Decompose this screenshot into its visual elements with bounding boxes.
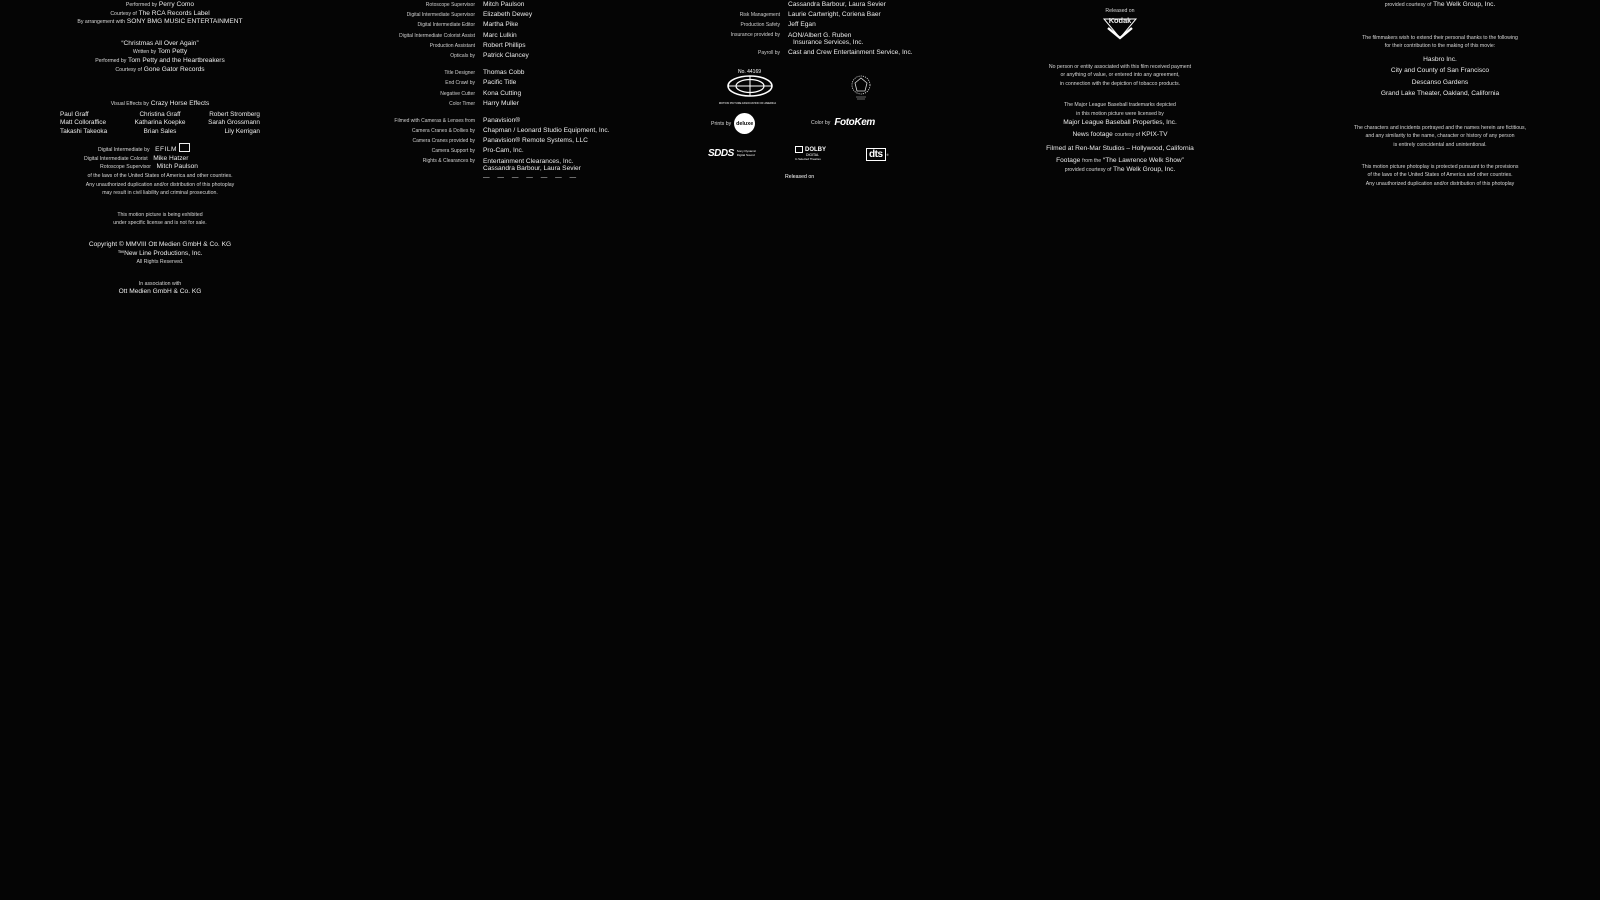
vfx-crew-name: Robert Stromberg (209, 110, 260, 118)
copyright-line: All Rights Reserved. (136, 259, 184, 266)
credit-role: Camera Support by (431, 148, 475, 155)
credit-row-rights: Rights & Clearances by Entertainment Clearances, Inc. Cassandra Barbour, Laura Sevier (422, 157, 581, 173)
credits-column-4 (1010, 7, 1230, 175)
credit-row (370, 79, 630, 89)
credit-row (370, 69, 630, 79)
legal-line: may result in civil liability and criminal prosecution. (102, 190, 218, 197)
legal-line: of the laws of the United States of America and other countries. (87, 173, 233, 180)
tobacco-disclaimer: or anything of value, or entered into any agreement, (1060, 72, 1180, 79)
vfx-crew-name: Christina Graff (139, 110, 181, 118)
credit-name: Thomas Cobb (483, 69, 525, 77)
thanks-intro: for their contribution to the making of this movie: (1384, 43, 1496, 50)
efilm-icon (179, 143, 190, 152)
thanks-item: Hasbro Inc. (1423, 55, 1457, 63)
vfx-crew-name: Brian Sales (143, 127, 177, 135)
credit-role: Digital Intermediate Editor (417, 22, 475, 29)
credit-courtesy-rca: Courtesy of The RCA Records Label (110, 9, 210, 17)
vfx-crew-name: Katharina Koepke (134, 119, 186, 127)
credit-name: Panavision® (483, 116, 521, 124)
filmed-at-credit: Filmed at Ren-Mar Studios – Hollywood, California (1046, 144, 1194, 152)
credit-written-by: Written by Tom Petty (132, 48, 188, 56)
credits-column-5 (1315, 1, 1565, 188)
credit-row-insurance: Insurance provided by AON/Albert G. Ruben Insurance Services, Inc. (730, 31, 864, 47)
credit-role: End Crawl by (445, 80, 475, 87)
released-on-label: Released on (785, 174, 815, 180)
mlb-notice: Major League Baseball Properties, Inc. (1063, 118, 1177, 126)
credit-name: Jeff Egan (788, 21, 816, 29)
credit-group-safety (690, 11, 940, 31)
credit-row (690, 11, 940, 21)
thanks-intro: The filmmakers wish to extend their personal thanks to the following (1362, 34, 1518, 41)
credit-role: Title Designer (444, 70, 475, 77)
credit-row (370, 137, 630, 147)
association-label: In association with (138, 280, 182, 287)
credit-role: Production Assistant (429, 42, 475, 49)
credit-name: Panavision® Remote Systems, LLC (483, 137, 588, 145)
credit-row (370, 127, 630, 137)
vfx-crew-name: Matt Colloraffice (60, 119, 107, 127)
credit-digital-intermediate: Digital Intermediate by EFILM (60, 143, 260, 155)
credit-name: Pacific Title (483, 79, 517, 87)
credit-name: Patrick Clancey (483, 51, 529, 59)
vfx-crew-name: Paul Graff (60, 110, 89, 118)
credit-name: Mitch Paulson (483, 1, 525, 8)
copyright-protection: of the laws of the United States of America and other countries. (1367, 172, 1513, 179)
credit-role: Rotoscope Supervisor (425, 2, 475, 8)
credit-role: Digital Intermediate Colorist Assist (399, 32, 475, 39)
credit-name: Robert Phillips (483, 41, 526, 49)
credit-name: Marc Lulkin (483, 31, 517, 39)
tobacco-disclaimer: No person or entity associated with this film received payment (1048, 63, 1192, 70)
credit-name: Laurie Cartwright, Coriena Baer (788, 11, 881, 19)
song-title: “Christmas All Over Again” (121, 39, 199, 47)
credit-row-cutoff: — — — — — — — (483, 173, 580, 180)
credit-row (370, 32, 630, 42)
exhibit-notice: This motion picture is being exhibited (117, 211, 203, 218)
thanks-item: City and County of San Francisco (1390, 67, 1490, 75)
vfx-crew-name: Takashi Takeoka (60, 127, 108, 135)
credits-column-1 (60, 1, 260, 297)
legal-line: Any unauthorized duplication and/or distribution of this photoplay (85, 181, 235, 188)
credit-name: Pro-Cam, Inc. (483, 147, 524, 155)
fiction-disclaimer: is entirely coincidental and unintentional. (1393, 141, 1487, 148)
credit-role: Digital Intermediate Supervisor (406, 12, 475, 19)
efilm-logo: EFILM (155, 146, 178, 154)
credit-row-clearances-cont: Cassandra Barbour, Laura Sevier (788, 1, 886, 8)
credit-row-payroll: Payroll by Cast and Crew Entertainment Service, Inc. (758, 48, 913, 56)
copyright-protection: This motion picture photoplay is protected pursuant to the provisions (1361, 163, 1519, 170)
credit-group-titles (370, 69, 630, 110)
union-seal-icon (848, 73, 874, 106)
credit-name: Harry Muller (483, 99, 519, 107)
tobacco-disclaimer: in connection with the depiction of tobacco products. (1059, 80, 1181, 87)
fotokem-credit: Color by FotoKem (811, 117, 875, 128)
thanks-item: Grand Lake Theater, Oakland, California (1380, 90, 1500, 98)
news-footage-credit: News footage courtesy of KPIX-TV (1072, 131, 1168, 139)
credit-role: Opticals by (450, 52, 475, 59)
kodak-logo: Kodak (1010, 16, 1230, 45)
mlb-notice: in this motion picture were licensed by (1076, 110, 1164, 117)
credit-row (370, 42, 630, 52)
credits-column-3 (690, 1, 940, 59)
credit-role: Color Timer (449, 100, 475, 107)
mpaa-seal-icon (725, 75, 775, 97)
credit-row (370, 1, 630, 11)
vfx-crew-list (60, 111, 260, 137)
credit-courtesy-gone-gator: Courtesy of Gone Gator Records (115, 65, 205, 73)
footage-courtesy: provided courtesy of The Welk Group, Inc. (1064, 165, 1176, 173)
vfx-crew-name: Lily Kerrigan (224, 127, 260, 135)
released-on-label: Released on (1105, 8, 1135, 14)
mlb-notice: The Major League Baseball trademarks depicted (1064, 102, 1176, 109)
mpaa-logo: No. 44169 MOTION PICTURE ASSOCIATION OF AMERICA (718, 69, 777, 105)
thanks-item: Descanso Gardens (1411, 78, 1469, 86)
credit-row (370, 117, 630, 127)
deluxe-credit: Prints by deluxe (711, 113, 755, 134)
fotokem-logo: FotoKem (834, 117, 875, 128)
fiction-disclaimer: and any similarity to the name, character or history of any person (1365, 133, 1515, 140)
copyright-line: Copyright © MMVIII Ott Medien GmbH & Co. KG (88, 241, 232, 248)
credit-row (370, 147, 630, 157)
credit-role: Risk Management (739, 12, 780, 19)
welk-courtesy: provided courtesy of The Welk Group, Inc. (1384, 1, 1496, 8)
fiction-disclaimer: The characters and incidents portrayed and the names herein are fictitious, (1353, 124, 1527, 131)
credit-row (370, 11, 630, 21)
copyright-protection: Any unauthorized duplication and/or distribution of this photoplay (1365, 180, 1515, 187)
credit-row (690, 21, 940, 31)
association-name: Ott Medien GmbH & Co. KG (118, 288, 202, 296)
credit-di-colorist: Digital Intermediate Colorist Mike Hatzer (84, 154, 189, 162)
credit-role: Filmed with Cameras & Lenses from (394, 117, 475, 124)
credit-role: Camera Cranes provided by (412, 138, 475, 145)
credit-row (370, 21, 630, 31)
credit-name: Chapman / Leonard Studio Equipment, Inc. (483, 127, 610, 135)
credit-rotoscope: Rotoscope Supervisor Mitch Paulson (100, 163, 198, 171)
credit-group-postproduction (370, 1, 630, 62)
dts-logo: dts ® (866, 148, 889, 161)
credit-group-cameras (370, 117, 630, 158)
credit-performed-tom-petty: Performed by Tom Petty and the Heartbreakers (95, 56, 225, 64)
deluxe-logo-icon: deluxe (734, 113, 755, 134)
credits-column-2 (370, 1, 630, 180)
sdds-logo: SDDS Sony Dynamic Digital Sound (708, 148, 757, 159)
dolby-double-d-icon (795, 146, 803, 153)
credit-name: Elizabeth Dewey (483, 11, 533, 19)
credit-visual-effects: Visual Effects by Crazy Horse Effects (110, 100, 210, 108)
credit-row (370, 100, 630, 110)
credit-role: Negative Cutter (440, 90, 475, 97)
credit-row (370, 52, 630, 62)
credit-arrangement-sony: By arrangement with SONY BMG MUSIC ENTERTAINMENT (77, 18, 243, 26)
exhibit-notice: under specific license and is not for sale. (113, 220, 207, 227)
credit-row (370, 90, 630, 100)
vfx-crew-name: Sarah Grossmann (208, 119, 260, 127)
credit-performed-perry-como: Performed by Perry Como (125, 1, 195, 8)
dolby-logo: DOLBY DIGITAL In Selected Theatres (795, 146, 826, 161)
credit-name: Kona Cutting (483, 89, 522, 97)
credit-role: Camera Cranes & Dollies by (411, 128, 475, 135)
credit-name: Martha Pike (483, 21, 519, 29)
copyright-line: ™New Line Productions, Inc. (117, 249, 203, 257)
footage-credit: Footage from the “The Lawrence Welk Show” (1056, 157, 1184, 165)
credit-role: Production Safety (740, 22, 780, 29)
